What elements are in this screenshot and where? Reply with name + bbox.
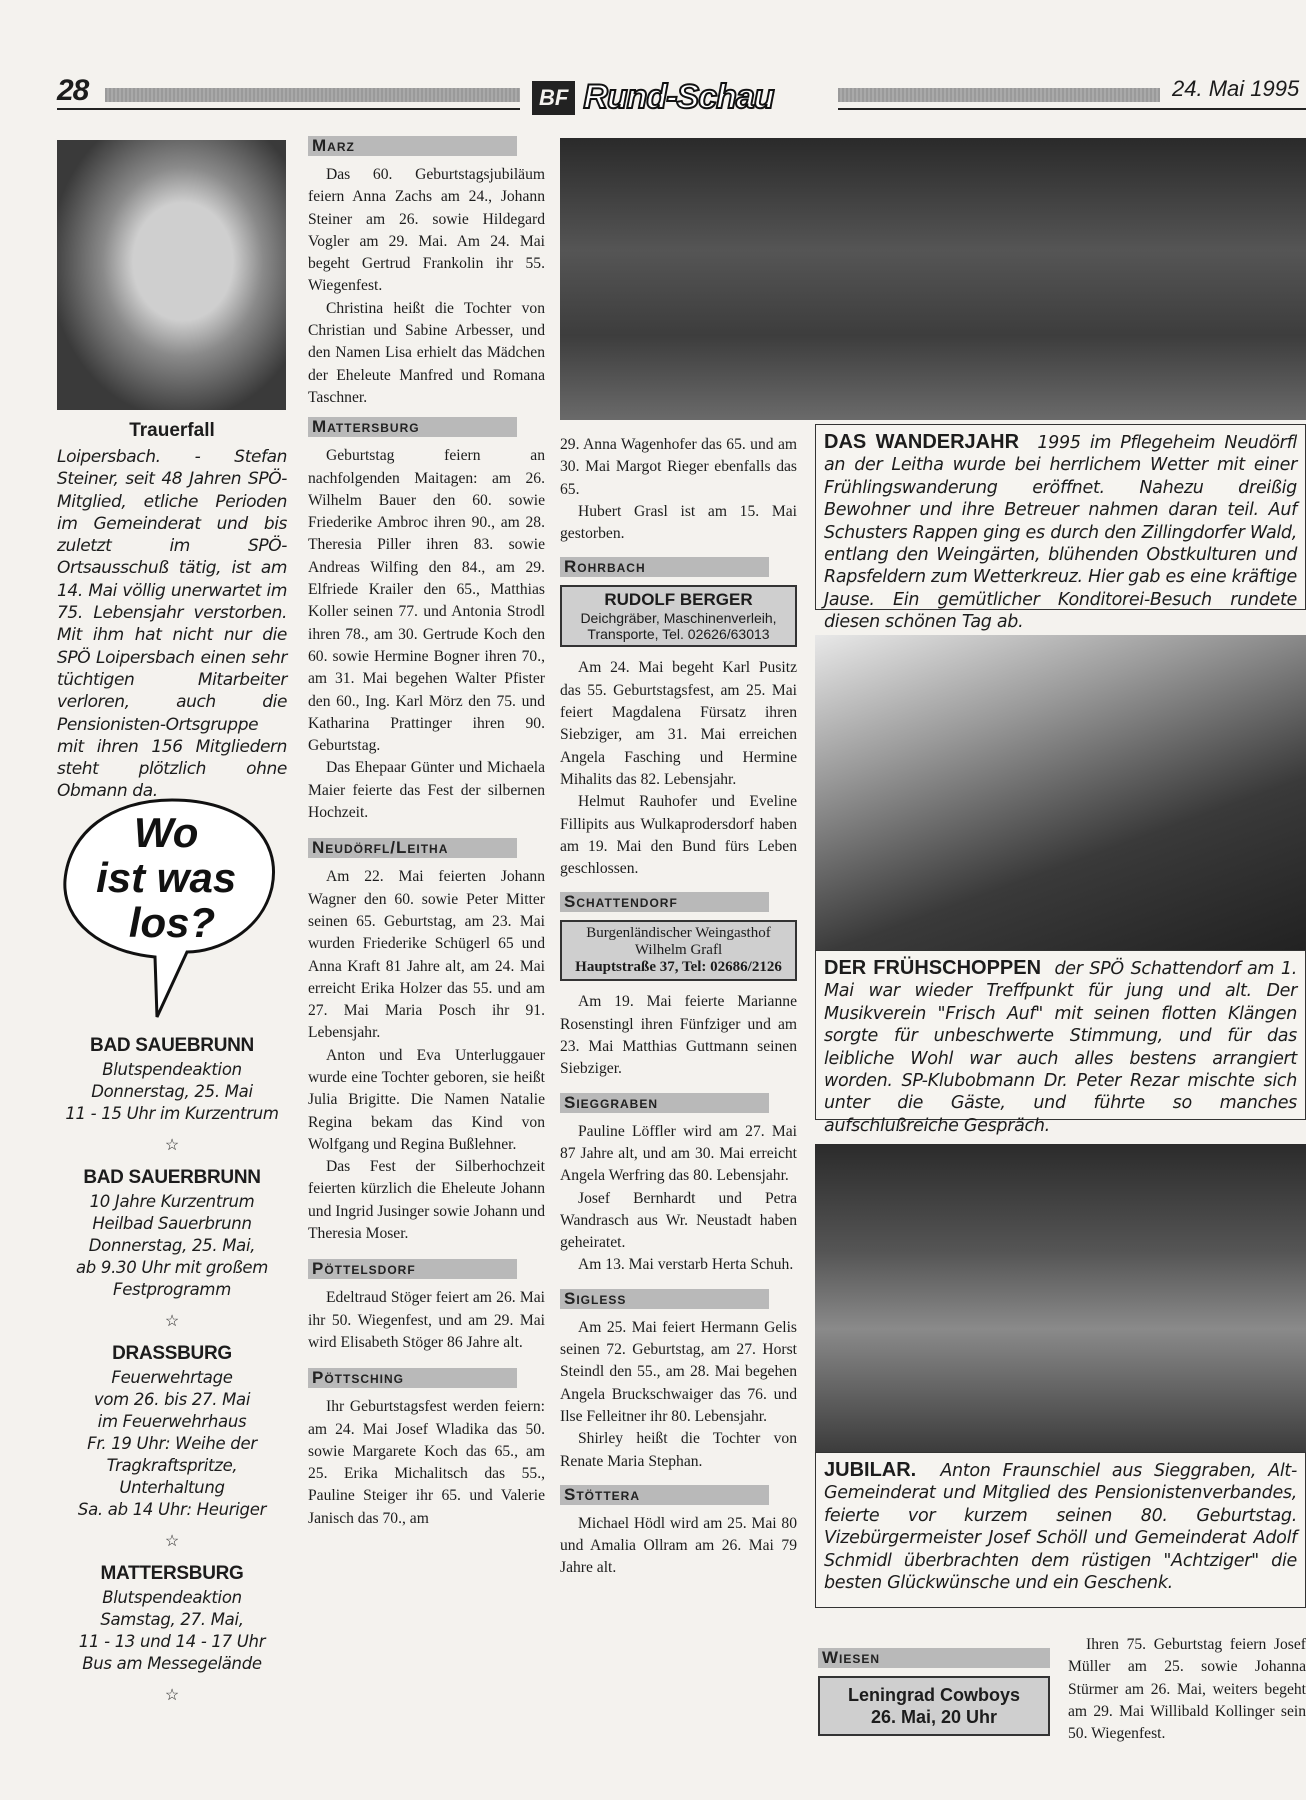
caption-text: 1995 im Pflegeheim Neudörfl an der Leitha wurde bei herrlichem Wetter mit einer Frühlingswanderung eröffnet. Nahezu dreißig Bewohner und ihre Betreuer nahmen daran teil. Auf Schusters Rappen ging es durch den Zillingdorfer Wald, entlang den Weingärten, blühenden Obstkulturen und Rapsfeldern zum Wetterkreuz. Hier gab es eine kräftige Jause. Ein gemütlicher Konditorei-Besuch rundete diesen schönen Tag ab. [824, 433, 1297, 633]
event-line: 11 - 13 und 14 - 17 Uhr [78, 1632, 266, 1651]
event-item [57, 1035, 287, 1125]
event-place: BAD SAUERBRUNN [83, 1167, 261, 1188]
event-line: Sa. ab 14 Uhr: Heuriger [77, 1500, 267, 1519]
caption-text: der SPÖ Schattendorf am 1. Mai war wieder Treffpunkt für jung und alt. Der Musikverein "Frisch Auf" mit seinen flotten Klängen sorgte für unbeschwerte Stimmung, und für das leibliche Wohl war auch alles bestens arrangiert worden. SP-Klubobmann Dr. Peter Rezar mischte sich unter die Gäste, und führte so manches aufschlußreiche Gespräch. [824, 959, 1297, 1136]
ad-rudolf-berger [560, 585, 797, 647]
header-underline-right [838, 108, 1306, 110]
logo-name: Rund-Schau [583, 78, 774, 116]
paragraph: Das 60. Geburtstagsjubiläum feiern Anna Zachs am 24., Johann Steiner am 26. sowie Hildegard Vogler am 29. Mai. Am 24. Mai begeht Gertrud Frankolin ihr 55. Wiegenfest. [308, 166, 545, 295]
bubble-line-2: ist was [96, 854, 237, 901]
paragraph: Christina heißt die Tochter von Christian und Sabine Arbesser, und den Namen Lisa erhielt das Mädchen der Eheleute Manfred und Romana Taschner. [308, 299, 545, 406]
paragraph: Am 22. Mai feierten Johann Wagner den 60. sowie Peter Mitter seinen 65. Geburtstag, am 23. Mai wurden Friederike Schügerl 65 und Anna Kraft 81 Jahre alt, am 24. Mai erreicht Erika Holzer das 55. und am 27. Mai Maria Posch ihr 91. Lebensjahr. [308, 868, 545, 1042]
event-item [57, 1167, 287, 1301]
event-line: Bus am Messegelände [82, 1654, 262, 1673]
section-title-stoettera: Stöttera [560, 1485, 769, 1505]
fruehschoppen-photo [815, 635, 1306, 951]
bubble-line-3: los? [128, 899, 216, 946]
paragraph: Das Fest der Silberhochzeit feierten kürzlich die Eheleute Johann und Ingrid Jusinger sowie Johann und Theresia Moser. [308, 1158, 545, 1243]
section-wiesen [818, 1648, 1050, 1746]
paragraph: Helmut Rauhofer und Eveline Fillipits aus Wulkaprodersdorf haben am 19. Mai den Bund fürs Leben geschlossen. [560, 793, 797, 878]
event-line: Festprogramm [113, 1280, 231, 1299]
caption-jubilar [815, 1452, 1306, 1608]
events-speech-bubble [57, 792, 287, 1032]
event-line: Tragkraftspritze, [106, 1456, 238, 1475]
group-hiking-photo [560, 138, 1306, 420]
paragraph: Das Ehepaar Günter und Michaela Maier feierte das Fest der silbernen Hochzeit. [308, 759, 545, 822]
caption-fruehschoppen [815, 950, 1306, 1136]
obituary-text: Loipersbach. - Stefan Steiner, seit 48 Jahren SPÖ-Mitglied, etliche Perioden im Gemeinderat und bis zuletzt im SPÖ-Ortsausschuß tätig, ist am 14. Mai völlig unerwartet im 75. Lebensjahr verstorben. Mit ihm hat nicht nur die SPÖ Loipersbach einen sehr tüchtigen Mitarbeiter verloren, auch die Pensionisten-Ortsgruppe mit ihren 156 Mitgliedern steht plötzlich ohne Obmann da. [57, 447, 287, 802]
event-line: 11 - 15 Uhr im Kurzentrum [65, 1104, 279, 1123]
column-3 [560, 434, 797, 1580]
star-separator: ☆ [164, 1687, 180, 1704]
ad-line: Wilhelm Grafl [634, 942, 723, 959]
paragraph: Am 24. Mai begeht Karl Pusitz das 55. Geburtstagsfest, am 25. Mai feiert Magdalena Fürsatz ihren Siebziger, am 31. Mai erreichen Angela Fasching und Hermine Mihalits das 82. Lebensjahr. [560, 659, 797, 788]
event-place: MATTERSBURG [100, 1563, 244, 1584]
issue-date: 24. Mai 1995 [1172, 76, 1300, 101]
event-line: Samstag, 27. Mai, [100, 1610, 244, 1629]
event-line: Heilbad Sauerbrunn [92, 1214, 252, 1233]
paragraph: 29. Anna Wagenhofer das 65. und am 30. Mai Margot Rieger ebenfalls das 65. [560, 436, 797, 498]
event-line: ab 9.30 Uhr mit großem [75, 1258, 269, 1277]
paragraph: Edeltraud Stöger feiert am 26. Mai ihr 50. Wiegenfest, und am 29. Mai wird Elisabeth Stöger 86 Jahre alt. [308, 1289, 545, 1351]
section-title-poettsching: Pöttsching [308, 1368, 517, 1388]
star-separator: ☆ [164, 1313, 180, 1330]
logo-bf: BF [532, 81, 575, 115]
paragraph: Hubert Grasl ist am 15. Mai gestorben. [560, 502, 797, 543]
section-title-sigless: Sigless [560, 1289, 769, 1309]
paragraph: Shirley heißt die Tochter von Renate Maria Stephan. [560, 1430, 797, 1470]
section-title-mattersburg: Mattersburg [308, 417, 517, 437]
bubble-line-1: Wo [133, 809, 199, 856]
header-rule-right [838, 88, 1160, 102]
event-place: DRASSBURG [112, 1343, 232, 1364]
paragraph: Am 13. Mai verstarb Herta Schuh. [578, 1256, 794, 1274]
section-title-wiesen: Wiesen [818, 1648, 1050, 1668]
event-line: vom 26. bis 27. Mai [93, 1390, 251, 1409]
caption-lead: DER FRÜHSCHOPPEN [824, 957, 1042, 979]
section-title-poettelsdorf: Pöttelsdorf [308, 1259, 517, 1279]
star-separator: ☆ [164, 1137, 180, 1154]
ad-title: Leningrad Cowboys [847, 1685, 1020, 1705]
ad-title: Burgenländischer Weingasthof [586, 925, 771, 942]
event-line: Donnerstag, 25. Mai [91, 1082, 253, 1101]
caption-lead: DAS WANDERJAHR [824, 431, 1020, 453]
event-line: im Feuerwehrhaus [97, 1412, 247, 1431]
header-underline-left [57, 108, 520, 110]
wiesen-text [1068, 1634, 1306, 1745]
caption-text: Anton Fraunschiel aus Sieggraben, Alt-Gemeinderat und Mitglied des Pensionistenverbandes, feierte vor kurzem seinen 80. Geburtstag. Vizebürgermeister Josef Schöll und Gemeinderat Adolf Schmidl überbrachten dem rüstigen "Achtziger" die besten Glückwünsche und ein Geschenk. [824, 1461, 1297, 1594]
ad-title: RUDOLF BERGER [604, 590, 753, 610]
event-line: Blutspendeaktion [102, 1588, 242, 1607]
caption-lead: JUBILAR. [824, 1459, 917, 1481]
header-rule-left [105, 88, 520, 102]
section-title-schattendorf: Schattendorf [560, 892, 769, 912]
event-line: 10 Jahre Kurzentrum [89, 1192, 255, 1211]
section-title-neudoerfl: Neudörfl/Leitha [308, 838, 517, 858]
event-line: Unterhaltung [119, 1478, 225, 1497]
column-2 [308, 136, 545, 1530]
ad-line: Transporte, Tel. 02626/63013 [587, 626, 770, 643]
masthead-logo [532, 78, 774, 117]
paragraph: Josef Bernhardt und Petra Wandrasch aus Wr. Neustadt haben geheiratet. [560, 1189, 797, 1252]
ad-line: Deichgräber, Maschinenverleih, [580, 610, 777, 627]
section-title-sieggraben: Sieggraben [560, 1093, 769, 1113]
section-title-rohrbach: Rohrbach [560, 557, 769, 577]
page-number: 28 [57, 74, 89, 107]
section-title-marz: Marz [308, 136, 517, 156]
event-place: BAD SAUEBRUNN [90, 1035, 254, 1056]
ad-line: Hauptstraße 37, Tel: 02686/2126 [575, 959, 782, 976]
ad-line: 26. Mai, 20 Uhr [870, 1707, 998, 1727]
event-line: Blutspendeaktion [102, 1060, 242, 1079]
ad-weingasthof-grafl [560, 920, 797, 981]
paragraph: Geburtstag feiern an nachfolgenden Maitagen: am 26. Wilhelm Bauer den 60. sowie Friederike Ambroc ihren 90., am 28. Theresia Piller ihren 83. sowie Andreas Wilfing den 84., am 29. Elfriede Krailer den 65., Matthias Koller seinen 77. und Antonia Strodl ihren 78., am 30. Gertrude Koch den 60. sowie Hermine Bogner ihren 70., am 31. Mai begehen Walter Pfister den 60., Ing. Karl Mörz den 75. und Katharina Prattinger ihren 90. Geburtstag. [308, 447, 545, 755]
obituary-title: Trauerfall [129, 420, 215, 441]
paragraph: Ihren 75. Geburtstag feiern Josef Müller am 25. sowie Johanna Stürmer am 26. Mai, weiters begeht am 29. Mai Willibald Kollinger sein 50. Wiegenfest. [1068, 1636, 1306, 1743]
ad-leningrad-cowboys [818, 1676, 1050, 1736]
paragraph: Michael Hödl wird am 25. Mai 80 und Amalia Ollram am 26. Mai 79 Jahre alt. [560, 1514, 797, 1577]
star-separator: ☆ [164, 1533, 180, 1550]
event-line: Donnerstag, 25. Mai, [88, 1236, 256, 1255]
paragraph: Pauline Löffler wird am 27. Mai 87 Jahre alt, und am 30. Mai erreicht Angela Werfring das 80. Lebensjahr. [560, 1122, 797, 1185]
paragraph: Am 25. Mai feiert Hermann Gelis seinen 72. Geburtstag, am 27. Horst Steindl den 55., am 28. Mai begehen Angela Bruckschwaiger das 76. und Ilse Felleitner ihr 80. Lebensjahr. [560, 1318, 797, 1425]
paragraph: Anton und Eva Unterluggauer wurde eine Tochter geboren, sie heißt Julia Brigitte. Die Namen Natalie Regina bekam das Kind von Wolfgang und Regina Bußlehner. [308, 1046, 545, 1153]
events-list [57, 1035, 287, 1717]
jubilar-photo [815, 1144, 1306, 1452]
event-item [57, 1563, 287, 1675]
event-line: Feuerwehrtage [111, 1368, 233, 1387]
event-line: Fr. 19 Uhr: Weihe der [87, 1434, 257, 1453]
paragraph: Am 19. Mai feierte Marianne Rosenstingl ihren Fünfziger und am 23. Mai Matthias Guttmann seinen Siebziger. [560, 993, 797, 1078]
event-item [57, 1343, 287, 1521]
portrait-photo [57, 140, 286, 410]
caption-wanderjahr [815, 424, 1306, 633]
paragraph: Ihr Geburtstagsfest werden feiern: am 24. Mai Josef Wladika das 50. sowie Margarete Koch das 65., am 25. Erika Michalitsch das 55., Pauline Steiger ihr 65. und Valerie Janisch das 70., am [308, 1398, 545, 1527]
